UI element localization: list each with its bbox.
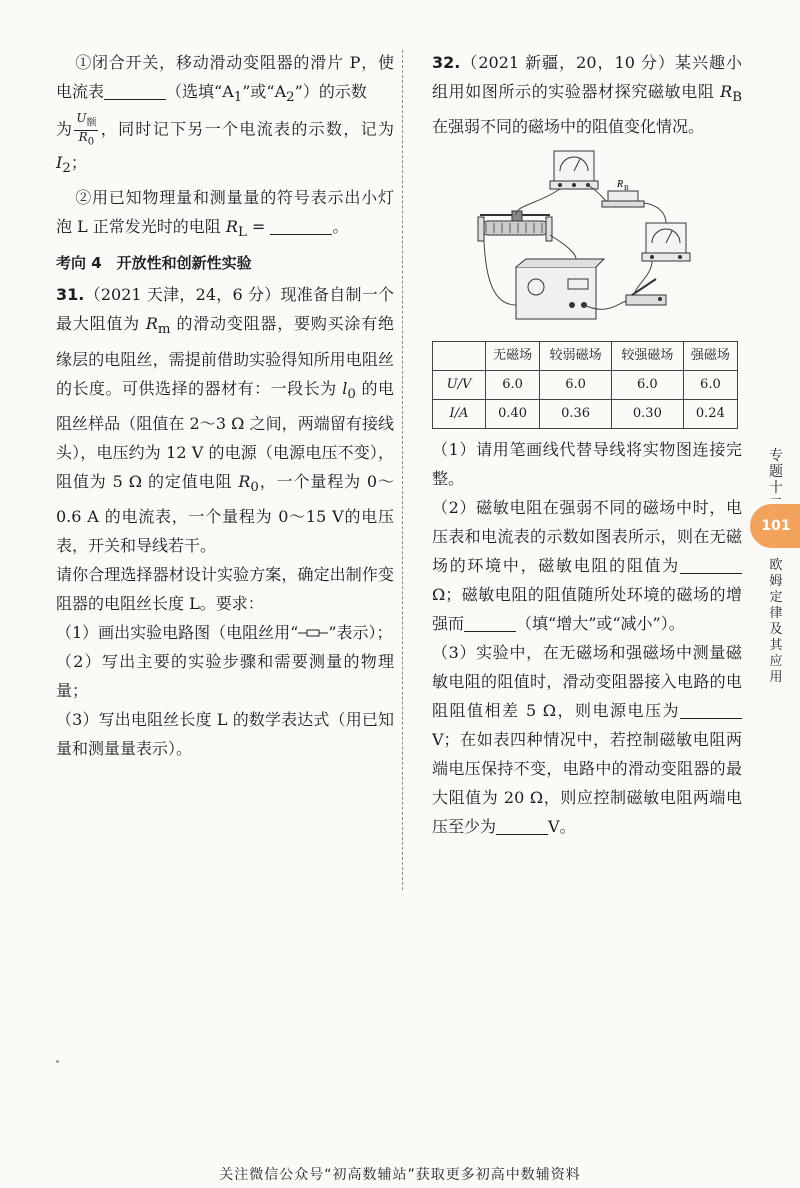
table-cell: 较强磁场	[611, 342, 683, 371]
switch-icon	[626, 279, 666, 305]
question-31-part-2: （2）写出主要的实验步骤和需要测量的物理量；	[56, 651, 394, 700]
paragraph-step-1-cont: 为 $\frac{U_额}{R_0}$ ，同时记下另一个电流表的示数，记为 $I_2$；	[56, 111, 394, 177]
left-column	[56, 48, 394, 763]
question-32-part-2: （2）磁敏电阻在强弱不同的磁场中时，电压表和电流表的示数如图表所示，则在无磁场的环境中，磁敏电阻的阻值为Ω；磁敏电阻的阻值随所处环境的磁场的增强而 （填“增大”或“减小”）。	[432, 498, 742, 634]
table-cell: 6.0	[486, 371, 540, 400]
table-cell	[433, 342, 486, 371]
chapter-sidebar	[752, 440, 800, 690]
resistor-wire-symbol-icon	[298, 628, 328, 638]
question-31: 31.（2021 天津，24，6 分）现准备自制一个最大阻值为 $R_m$ 的滑动变阻器，要购买涂有绝缘层的电阻丝，需提前借助实验得知所用电阻丝的长度。可供选择的器材有：一段长为 $l_0$ 的电阻丝样品（阻值在 2～3 Ω 之间，两端留有接线头），电压约为 12 V 的电源（电源电压不变），阻值为 5 Ω 的定值电阻 $R_0$，一个量程为 0～0.6 A 的电流表，一个量程为 0～15 V的电压表，开关和导线若干。	[56, 285, 394, 555]
table-cell: 6.0	[540, 371, 612, 400]
table-cell: 6.0	[683, 371, 737, 400]
paragraph-step-2: ②用已知物理量和测量量的符号表示出小灯泡 L 正常发光时的电阻 $R_L$ = 。	[56, 188, 394, 241]
right-column	[432, 48, 742, 841]
apparatus-figure	[476, 145, 704, 335]
table-cell: I/A	[433, 400, 486, 429]
table-row	[433, 371, 738, 400]
answer-blank[interactable]	[680, 702, 742, 719]
footer-note: 关注微信公众号“初高数辅站”获取更多初高中数辅资料	[219, 1167, 581, 1183]
table-cell: 强磁场	[683, 342, 737, 371]
table-cell: 6.0	[611, 371, 683, 400]
table-cell: 无磁场	[486, 342, 540, 371]
voltmeter-icon	[550, 151, 598, 189]
column-divider	[402, 50, 403, 890]
sidebar-topic-title: 欧姆定律及其应用	[769, 558, 783, 685]
table-row	[433, 400, 738, 429]
question-31-requirements: 请你合理选择器材设计实验方案，确定出制作变阻器的电阻丝长度 L。要求：	[56, 564, 394, 613]
question-31-part-1: （1）画出实验电路图（电阻丝用“ ”表示）；	[56, 622, 393, 642]
print-mark	[56, 1060, 59, 1063]
ammeter-icon	[642, 223, 690, 261]
answer-blank[interactable]	[464, 615, 516, 632]
answer-blank[interactable]	[680, 557, 742, 574]
answer-blank[interactable]	[270, 218, 332, 235]
rb-label: R	[617, 179, 624, 191]
table-cell: 较弱磁场	[540, 342, 612, 371]
table-cell: 0.36	[540, 400, 612, 429]
rb-label-sub: B	[624, 184, 629, 193]
table-cell: 0.30	[611, 400, 683, 429]
rheostat-icon	[478, 211, 552, 241]
page-number-tab: 101	[750, 504, 800, 548]
answer-blank[interactable]	[104, 83, 166, 100]
fraction-u-over-r0: $\frac{U_额}{R_0}$	[76, 111, 97, 147]
question-32-part-1: （1）请用笔画线代替导线将实物图连接完整。	[432, 440, 742, 489]
question-31-part-3: （3）写出电阻丝长度 L 的数学表达式（用已知量和测量量表示）。	[56, 709, 394, 758]
measurement-table	[432, 341, 738, 429]
answer-blank[interactable]	[496, 818, 548, 835]
table-cell: U/V	[433, 371, 486, 400]
question-32: 32.（2021 新疆，20，10 分）某兴趣小组用如图所示的实验器材探究磁敏电阻 $R_B$ 在强弱不同的磁场中的阻值变化情况。	[432, 53, 742, 137]
magnetic-resistor-icon	[602, 179, 644, 207]
question-32-part-3: （3）实验中，在无磁场和强磁场中测量磁敏电阻的阻值时，滑动变阻器接入电路的电阻阻值相差 5 Ω，则电源电压为V；在如表四种情况中，若控制磁敏电阻两端电压保持不变，电路中的滑动变阻器的最大阻值为 20 Ω，则应控制磁敏电阻两端电压至少为 V。	[432, 643, 742, 837]
table-cell: 0.40	[486, 400, 540, 429]
table-header-row	[433, 342, 738, 371]
section-heading: 考向 4 开放性和创新性实验	[56, 254, 252, 273]
power-supply-icon	[516, 259, 604, 319]
sidebar-topic-number: 专题十	[769, 448, 783, 496]
paragraph-step-1: ①闭合开关，移动滑动变阻器的滑片 P，使电流表 （选填“$A_1$”或“$A_2$”）的示数	[56, 53, 394, 106]
table-cell: 0.24	[683, 400, 737, 429]
